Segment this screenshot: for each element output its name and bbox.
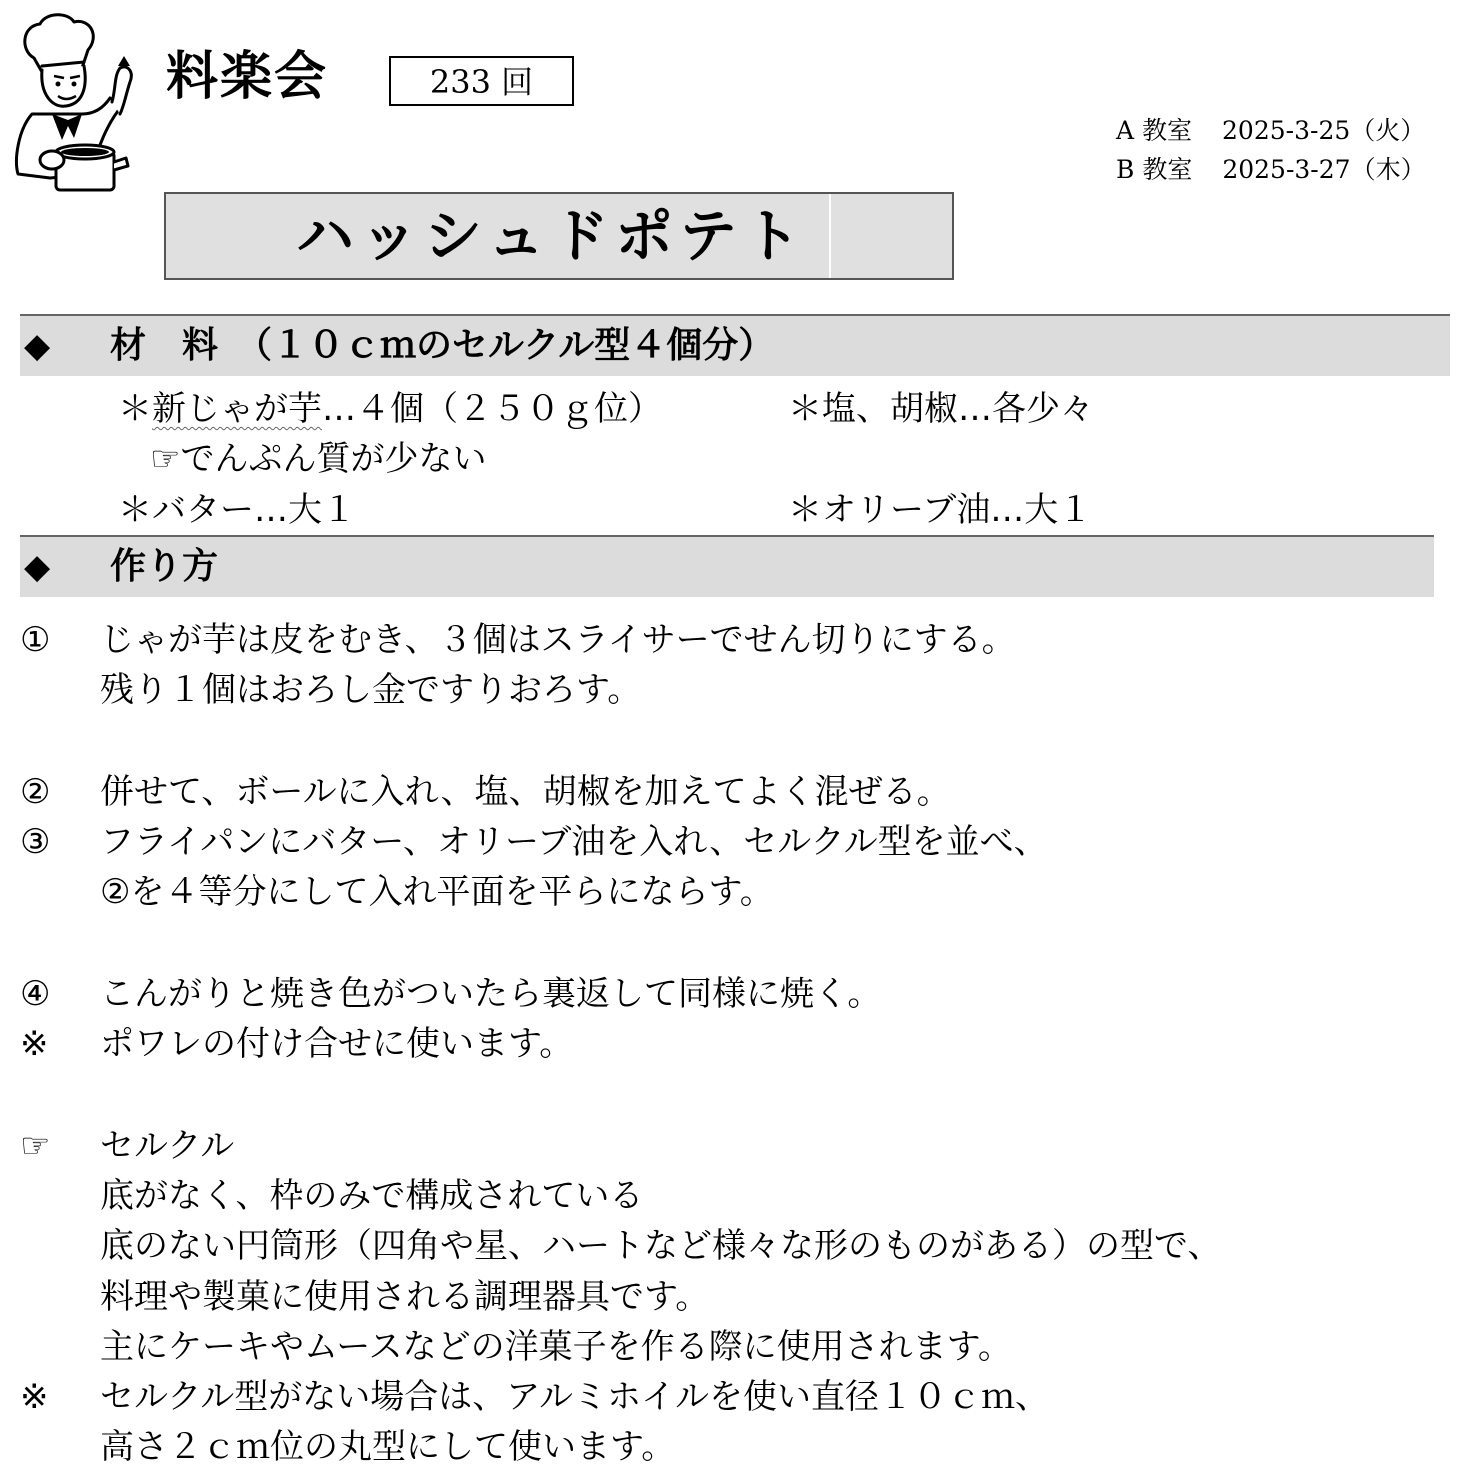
note-line: 底のない円筒形（四角や星、ハートなど様々な形のものがある）の型で、 — [100, 1226, 1222, 1266]
method-header-bar — [20, 535, 1434, 597]
class-a-schedule — [1116, 113, 1425, 149]
step-marker: ④ — [20, 974, 51, 1014]
step-marker: ② — [20, 772, 51, 812]
ingredient-note: ☞でんぷん質が少ない — [150, 439, 487, 479]
note-marker: ※ — [20, 1024, 49, 1064]
note-line: 高さ２ｃｍ位の丸型にして使います。 — [100, 1427, 676, 1467]
pointing-hand-icon: ☞ — [20, 1126, 51, 1166]
ingredient-item: ＊バター…大１ — [118, 490, 356, 530]
method-heading: 作り方 — [110, 546, 219, 587]
step-line: こんがりと焼き色がついたら裏返して同様に焼く。 — [100, 974, 882, 1014]
step-line: 残り１個はおろし金ですりおろす。 — [100, 670, 642, 710]
club-name: 料楽会 — [166, 47, 329, 107]
step-line: じゃが芋は皮をむき、３個はスライサーでせん切りにする。 — [100, 620, 1016, 660]
ingredient-item: ＊新じゃが芋…４個（２５０ｇ位） — [118, 389, 662, 429]
note-line: 料理や製菓に使用される調理器具です。 — [100, 1277, 710, 1317]
diamond-icon: ◆ — [24, 326, 51, 366]
ingredient-item: ＊塩、胡椒…各少々 — [788, 389, 1094, 429]
class-label: A 教室 — [1116, 116, 1193, 145]
ingredient-item: ＊オリーブ油…大１ — [788, 490, 1093, 530]
note-line: セルクル — [100, 1126, 235, 1166]
class-label: B 教室 — [1116, 155, 1193, 184]
diamond-icon: ◆ — [24, 547, 51, 587]
step-line: フライパンにバター、オリーブ油を入れ、セルクル型を並べ、 — [100, 822, 1048, 862]
session-number: 233 回 — [389, 56, 574, 106]
step-marker: ① — [20, 620, 51, 660]
class-date: 2025-3-25（火） — [1222, 116, 1426, 145]
note-marker: ※ — [20, 1377, 49, 1417]
step-line: ②を４等分にして入れ平面を平らにならす。 — [100, 872, 774, 912]
step-line: ポワレの付け合せに使います。 — [100, 1024, 574, 1064]
note-line: セルクル型がない場合は、アルミホイルを使い直径１０ｃｍ、 — [100, 1377, 1049, 1417]
ingredients-heading: 材 料 （１０ｃｍのセルクル型４個分） — [110, 325, 775, 366]
step-marker: ③ — [20, 822, 51, 862]
chef-logo-icon — [12, 10, 142, 200]
note-line: 底がなく、枠のみで構成されている — [100, 1176, 644, 1216]
title-divider — [829, 194, 831, 278]
class-b-schedule — [1116, 152, 1426, 188]
class-date: 2025-3-27（木） — [1222, 155, 1426, 184]
recipe-title: ハッシュドポテト — [296, 202, 807, 270]
note-line: 主にケーキやムースなどの洋菓子を作る際に使用されます。 — [100, 1327, 1012, 1367]
step-line: 併せて、ボールに入れ、塩、胡椒を加えてよく混ぜる。 — [100, 772, 951, 812]
